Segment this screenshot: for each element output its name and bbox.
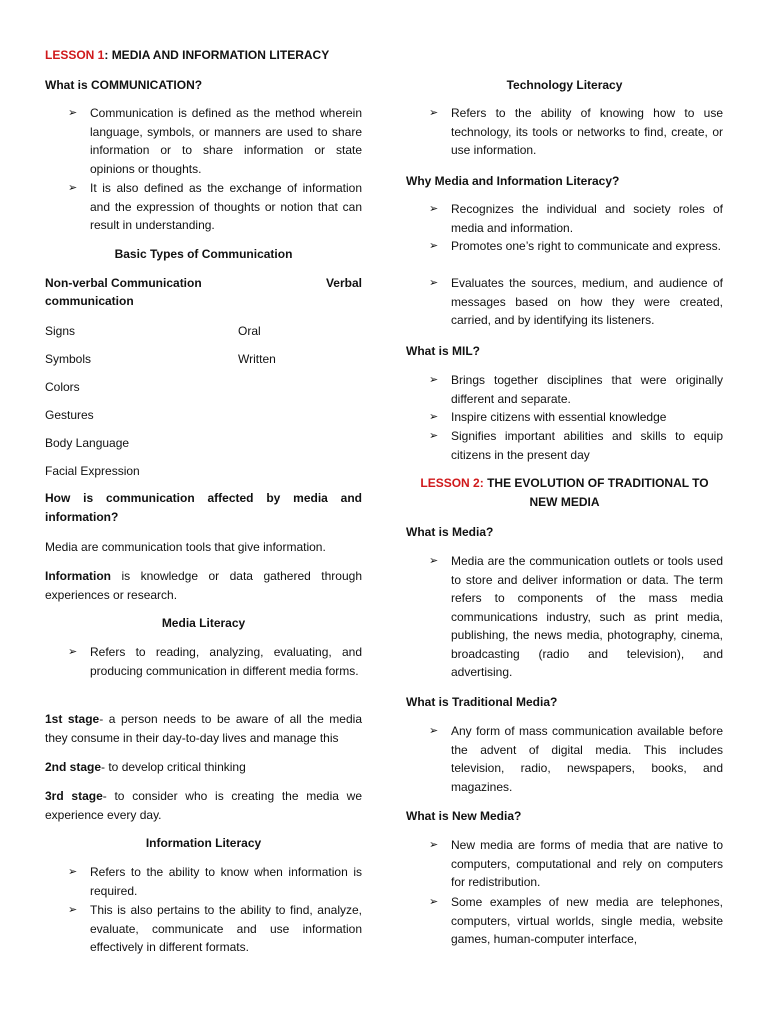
media-tools-paragraph: Media are communication tools that give information. [45, 540, 326, 554]
arrow-bullet-icon: ➢ [68, 646, 78, 658]
arrow-bullet-icon: ➢ [68, 866, 78, 878]
list-item: ➢ Media are the communication outlets or tools used to store and deliver information or data. The term refers to components of the mass media communications industry, such as print media, publishing, the news media, photography, cinema, broadcasting (radio and television), and advertising. [429, 554, 723, 679]
basic-types-heading: Basic Types of Communication [114, 247, 293, 261]
stage3-paragraph: 3rd stage- to consider who is creating the media we experience every day. [45, 789, 362, 822]
types-header-row: Non-verbal Communication Verbal [45, 276, 362, 290]
what-media-heading: What is Media? [406, 525, 494, 539]
arrow-bullet-icon: ➢ [429, 107, 439, 119]
arrow-bullet-icon: ➢ [429, 725, 439, 737]
list-item: ➢ Signifies important abilities and skills to equip citizens in the present day [429, 429, 723, 462]
list-item: ➢ Refers to the ability of knowing how to use technology, its tools or networks to find, create, or use information. [429, 106, 723, 157]
what-mil-heading: What is MIL? [406, 344, 480, 358]
arrow-bullet-icon: ➢ [429, 240, 439, 252]
arrow-bullet-icon: ➢ [429, 411, 439, 423]
arrow-bullet-icon: ➢ [68, 107, 78, 119]
arrow-bullet-icon: ➢ [68, 182, 78, 194]
list-item: ➢ Inspire citizens with essential knowledge [406, 408, 723, 427]
list-item: ➢ Brings together disciplines that were originally different and separate. [429, 373, 723, 406]
arrow-bullet-icon: ➢ [429, 839, 439, 851]
why-mil-heading: Why Media and Information Literacy? [406, 174, 620, 188]
stage1-paragraph: 1st stage- a person needs to be aware of all the media they consume in their day-to-day lives and manage this [45, 712, 362, 745]
arrow-bullet-icon: ➢ [429, 430, 439, 442]
how-question-heading: How is communication affected by media and information? [45, 491, 362, 524]
list-item: ➢ Refers to the ability to know when information is required. [68, 865, 362, 898]
what-new-media-heading: What is New Media? [406, 809, 522, 823]
types-header-continued: communication [45, 294, 134, 308]
list-item: ➢ This is also pertains to the ability to find, analyze, evaluate, communicate and use information effectively in different formats. [68, 903, 362, 954]
list-item: ➢ It is also defined as the exchange of information and the expression of thoughts or notion that can result in understanding. [68, 181, 362, 232]
list-item: ➢ New media are forms of media that are native to computers, computational and rely on computers for redistribution. [429, 838, 723, 889]
media-literacy-heading: Media Literacy [161, 616, 246, 630]
technology-literacy-heading: Technology Literacy [506, 78, 623, 92]
lesson2-heading: LESSON 2: THE EVOLUTION OF TRADITIONAL TO NEW MEDIA [420, 476, 709, 509]
arrow-bullet-icon: ➢ [429, 896, 439, 908]
list-item: ➢ Some examples of new media are telephones, computers, virtual worlds, single media, website games, human-computer interface, [429, 895, 723, 946]
information-paragraph: Information is knowledge or data gathered through experiences or research. [45, 569, 362, 602]
arrow-bullet-icon: ➢ [429, 203, 439, 215]
arrow-bullet-icon: ➢ [429, 555, 439, 567]
list-item: ➢ Evaluates the sources, medium, and audience of messages based on how they were created, carried, and by identifying its listeners. [429, 276, 723, 327]
list-item: ➢ Any form of mass communication available before the advent of digital media. This includes television, radio, newspapers, books, and magazines. [429, 724, 723, 794]
lesson1-heading: LESSON 1: MEDIA AND INFORMATION LITERACY [45, 48, 330, 62]
arrow-bullet-icon: ➢ [429, 374, 439, 386]
information-literacy-heading: Information Literacy [145, 836, 262, 850]
list-item: ➢ Refers to reading, analyzing, evaluating, and producing communication in different media forms. [68, 645, 362, 678]
what-communication-heading: What is COMMUNICATION? [45, 78, 203, 92]
arrow-bullet-icon: ➢ [68, 904, 78, 916]
list-item: ➢ Promotes one’s right to communicate and express. [406, 237, 723, 256]
what-traditional-media-heading: What is Traditional Media? [406, 695, 558, 709]
list-item: ➢ Communication is defined as the method wherein language, symbols, or manners are used to share information or to share information or state opinions or thoughts. [68, 106, 362, 176]
stage2-paragraph: 2nd stage- to develop critical thinking [45, 760, 246, 774]
list-item: ➢ Recognizes the individual and society roles of media and information. [429, 202, 723, 235]
arrow-bullet-icon: ➢ [429, 277, 439, 289]
